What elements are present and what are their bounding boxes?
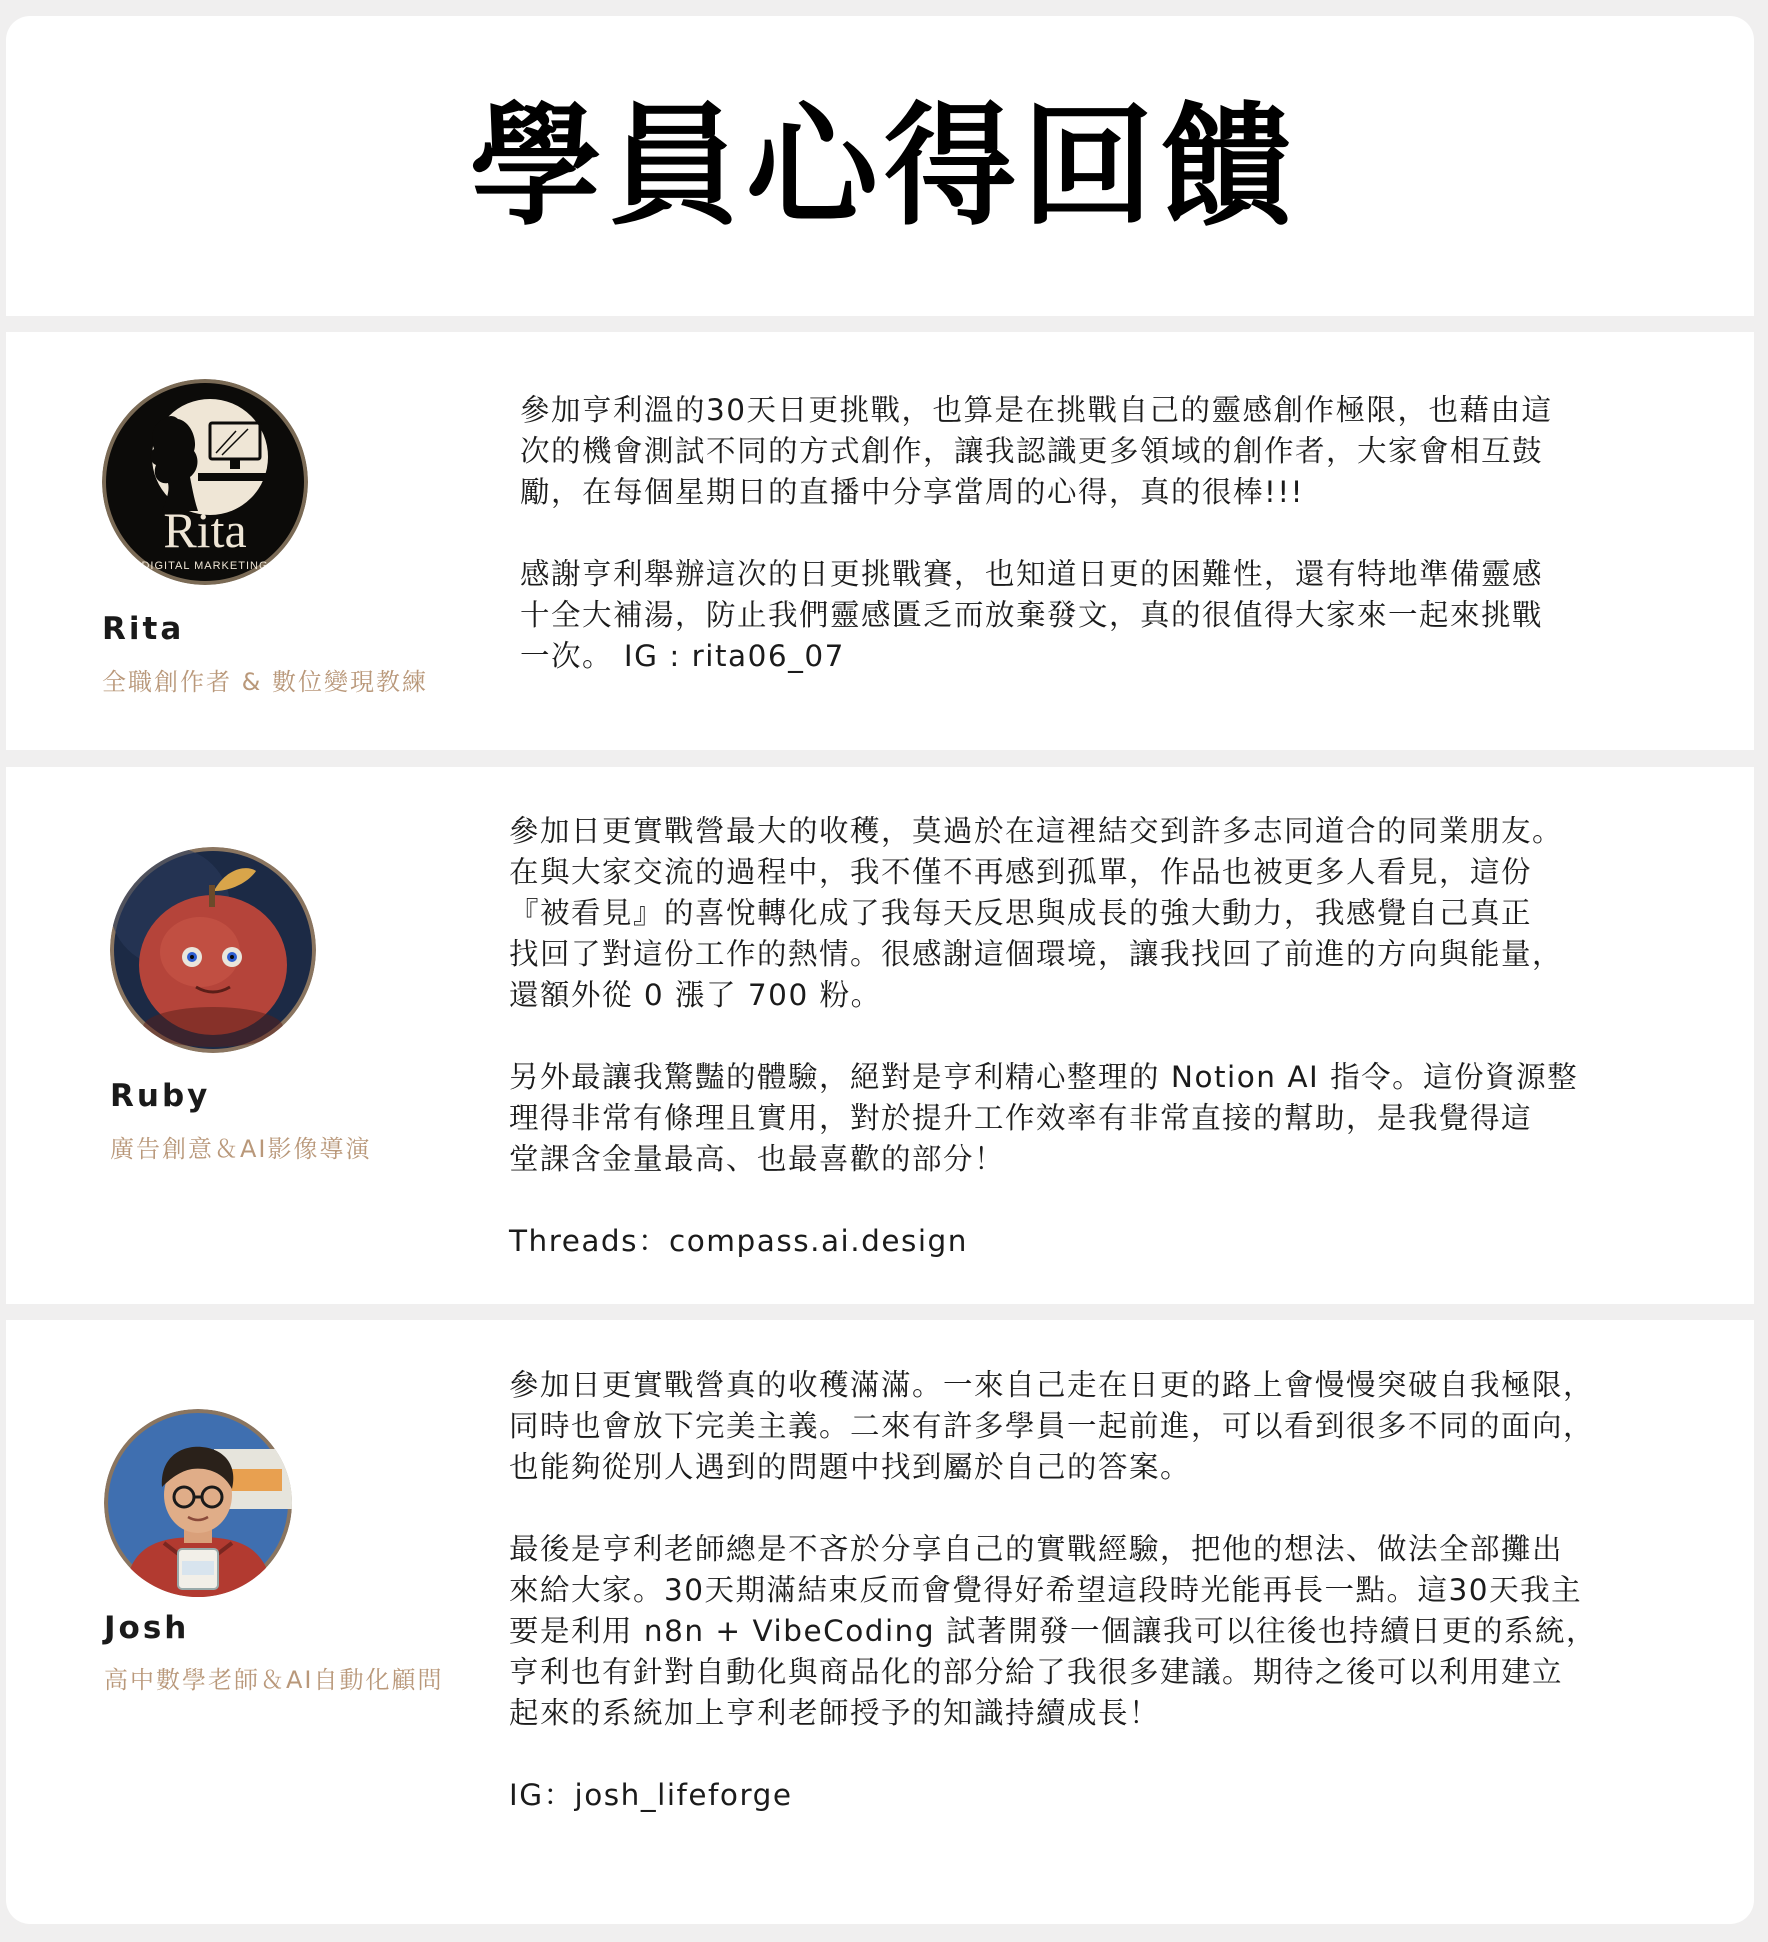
text-line: 感謝亨利舉辦這次的日更挑戰賽，也知道日更的困難性，還有特地準備靈感 [520, 557, 1544, 591]
text-line: 最後是亨利老師總是不吝於分享自己的實戰經驗，把他的想法、做法全部攤出 [509, 1532, 1564, 1566]
text-line: 要是利用 n8n + VibeCoding 試著開發一個讓我可以往後也持續日更的系統， [509, 1614, 1597, 1648]
text-line: 起來的系統加上亨利老師授予的知識持續成長！ [509, 1696, 1161, 1730]
text-line: 堂課含金量最高、也最喜歡的部分！ [509, 1142, 1006, 1176]
text-line: 勵，在每個星期日的直播中分享當周的心得，真的很棒!!! [520, 475, 1304, 509]
text-line: 『被看見』的喜悅轉化成了我每天反思與成長的強大動力，我感覺自己真正 [509, 896, 1533, 930]
testimonial-card-josh [6, 1320, 1754, 1924]
paragraph [509, 1365, 1597, 1488]
testimonial-name: Rita [102, 611, 185, 647]
testimonial-text [520, 390, 1553, 677]
rita-logo-subtext: DIGITAL MARKETING [141, 560, 269, 572]
testimonial-name: Ruby [110, 1078, 211, 1114]
page-title: 學員心得回饋 [470, 89, 1298, 244]
paragraph [509, 1529, 1597, 1734]
social-handle: Threads：compass.ai.design [509, 1224, 968, 1258]
rita-logo-image [102, 379, 308, 585]
testimonial-text [509, 811, 1578, 1262]
paragraph [520, 390, 1553, 513]
text-line: 十全大補湯，防止我們靈感匱乏而放棄發文，真的很值得大家來一起來挑戰 [520, 598, 1544, 632]
text-line: 參加日更實戰營最大的收穫，莫過於在這裡結交到許多志同道合的同業朋友。 [509, 814, 1564, 848]
avatar-josh [104, 1409, 292, 1597]
testimonial-role: 高中數學老師＆AI自動化顧問 [104, 1666, 444, 1694]
paragraph [509, 811, 1578, 1016]
josh-photo-image [104, 1409, 292, 1597]
testimonial-name: Josh [104, 1610, 190, 1646]
apple-character-image [110, 847, 316, 1053]
text-line: 一次。 IG : rita06_07 [520, 639, 845, 673]
avatar-ruby [110, 847, 316, 1053]
text-line: 也能夠從別人遇到的問題中找到屬於自己的答案。 [509, 1450, 1192, 1484]
text-line: 同時也會放下完美主義。二來有許多學員一起前進，可以看到很多不同的面向， [509, 1409, 1595, 1443]
text-line: 參加亨利溫的30天日更挑戰，也算是在挑戰自己的靈感創作極限，也藉由這 [520, 393, 1553, 427]
paragraph [520, 554, 1553, 677]
testimonial-text [509, 1365, 1597, 1816]
rita-logo-text: Rita [163, 502, 247, 558]
testimonial-card-ruby [6, 767, 1754, 1304]
text-line: 還額外從 0 漲了 700 粉。 [509, 978, 882, 1012]
testimonial-card-rita [6, 332, 1754, 750]
text-line: 來給大家。30天期滿結束反而會覺得好希望這段時光能再長一點。這30天我主 [509, 1573, 1583, 1607]
social-handle: IG：josh_lifeforge [509, 1778, 793, 1812]
text-line: 亨利也有針對自動化與商品化的部分給了我很多建議。期待之後可以利用建立 [509, 1655, 1564, 1689]
testimonial-role: 廣告創意＆AI影像導演 [110, 1135, 372, 1163]
text-line: 在與大家交流的過程中，我不僅不再感到孤單，作品也被更多人看見，這份 [509, 855, 1533, 889]
text-line: 次的機會測試不同的方式創作，讓我認識更多領域的創作者，大家會相互鼓 [520, 434, 1544, 468]
text-line: 找回了對這份工作的熱情。很感謝這個環境，讓我找回了前進的方向與能量， [509, 937, 1564, 971]
avatar-rita [102, 379, 308, 585]
testimonial-role: 全職創作者 & 數位變現教練 [102, 668, 428, 696]
text-line: 理得非常有條理且實用，對於提升工作效率有非常直接的幫助，是我覺得這 [509, 1101, 1533, 1135]
text-line: 另外最讓我驚豔的體驗，絕對是亨利精心整理的 Notion AI 指令。這份資源整 [509, 1060, 1579, 1094]
text-line: 參加日更實戰營真的收穫滿滿。一來自己走在日更的路上會慢慢突破自我極限， [509, 1368, 1595, 1402]
paragraph [509, 1057, 1578, 1180]
